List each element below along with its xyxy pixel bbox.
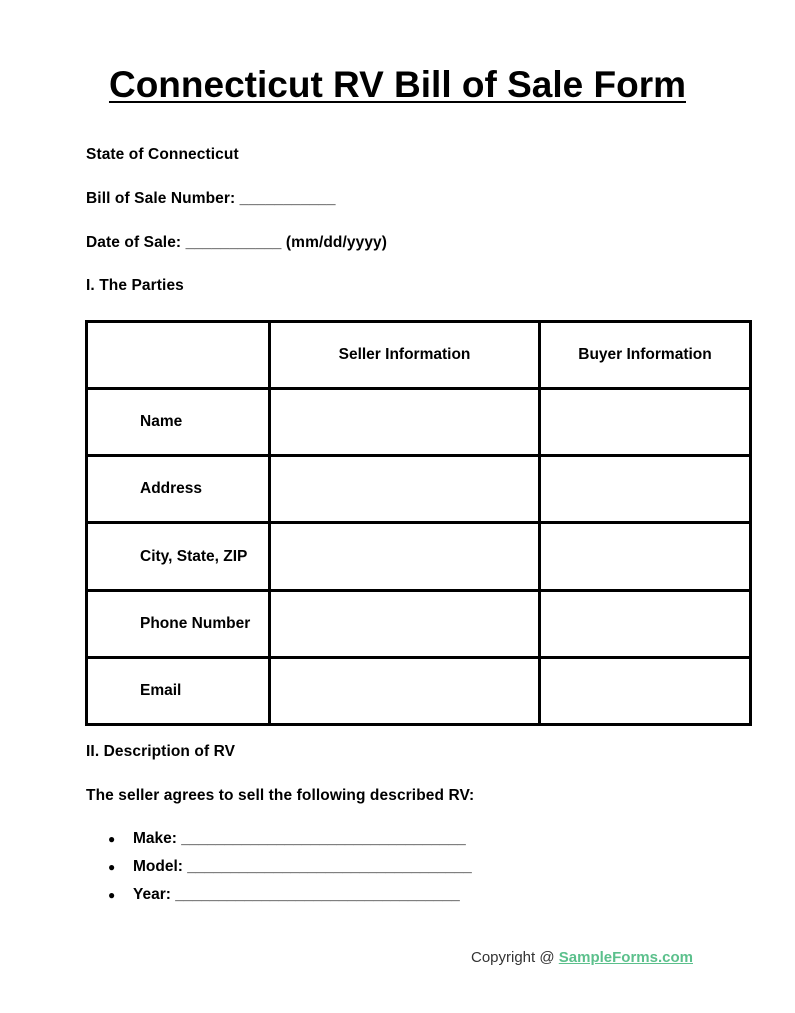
seller-city-state-zip-cell[interactable]	[270, 523, 540, 590]
copyright-footer	[471, 949, 693, 966]
form-title-text: Connecticut RV Bill of Sale Form	[108, 64, 686, 105]
seller-address-cell[interactable]	[270, 456, 540, 523]
table-header-row	[87, 322, 751, 389]
header-cell-empty	[87, 322, 270, 389]
bill-number-line: Bill of Sale Number: ___________	[86, 190, 336, 207]
bullet-icon: ●	[108, 860, 116, 874]
seller-email-cell[interactable]	[270, 657, 540, 724]
row-label-name: Name	[87, 389, 270, 456]
seller-phone-cell[interactable]	[270, 590, 540, 657]
table-row	[87, 657, 751, 724]
row-label-city-state-zip: City, State, ZIP	[87, 523, 270, 590]
bullet-icon: ●	[108, 832, 116, 846]
parties-table	[85, 320, 752, 726]
buyer-address-cell[interactable]	[540, 456, 751, 523]
buyer-name-cell[interactable]	[540, 389, 751, 456]
row-label-email: Email	[87, 657, 270, 724]
header-seller-information: Seller Information	[270, 322, 540, 389]
list-item	[86, 884, 472, 912]
date-of-sale-line: Date of Sale: ___________ (mm/dd/yyyy)	[86, 234, 388, 251]
header-buyer-information: Buyer Information	[540, 322, 751, 389]
rv-make-field: Make: _________________________________	[133, 830, 466, 847]
table-row	[87, 389, 751, 456]
agreement-text: The seller agrees to sell the following described RV:	[86, 787, 475, 804]
list-item	[86, 828, 472, 856]
brand-link[interactable]: SampleForms.com	[558, 949, 693, 966]
bullet-icon: ●	[108, 888, 116, 902]
seller-name-cell[interactable]	[270, 389, 540, 456]
list-item	[86, 856, 472, 884]
table-row	[87, 523, 751, 590]
table-row	[87, 456, 751, 523]
row-label-phone-number: Phone Number	[87, 590, 270, 657]
form-title	[0, 64, 795, 106]
copyright-text: Copyright @	[471, 949, 559, 966]
rv-fields-list	[86, 828, 472, 912]
buyer-email-cell[interactable]	[540, 657, 751, 724]
table-row	[87, 590, 751, 657]
buyer-phone-cell[interactable]	[540, 590, 751, 657]
rv-model-field: Model: _________________________________	[133, 858, 472, 875]
section-heading-rv-description: II. Description of RV	[86, 743, 236, 760]
row-label-address: Address	[87, 456, 270, 523]
rv-year-field: Year: _________________________________	[133, 886, 460, 903]
section-heading-parties: I. The Parties	[86, 277, 184, 294]
buyer-city-state-zip-cell[interactable]	[540, 523, 751, 590]
state-line: State of Connecticut	[86, 146, 239, 163]
